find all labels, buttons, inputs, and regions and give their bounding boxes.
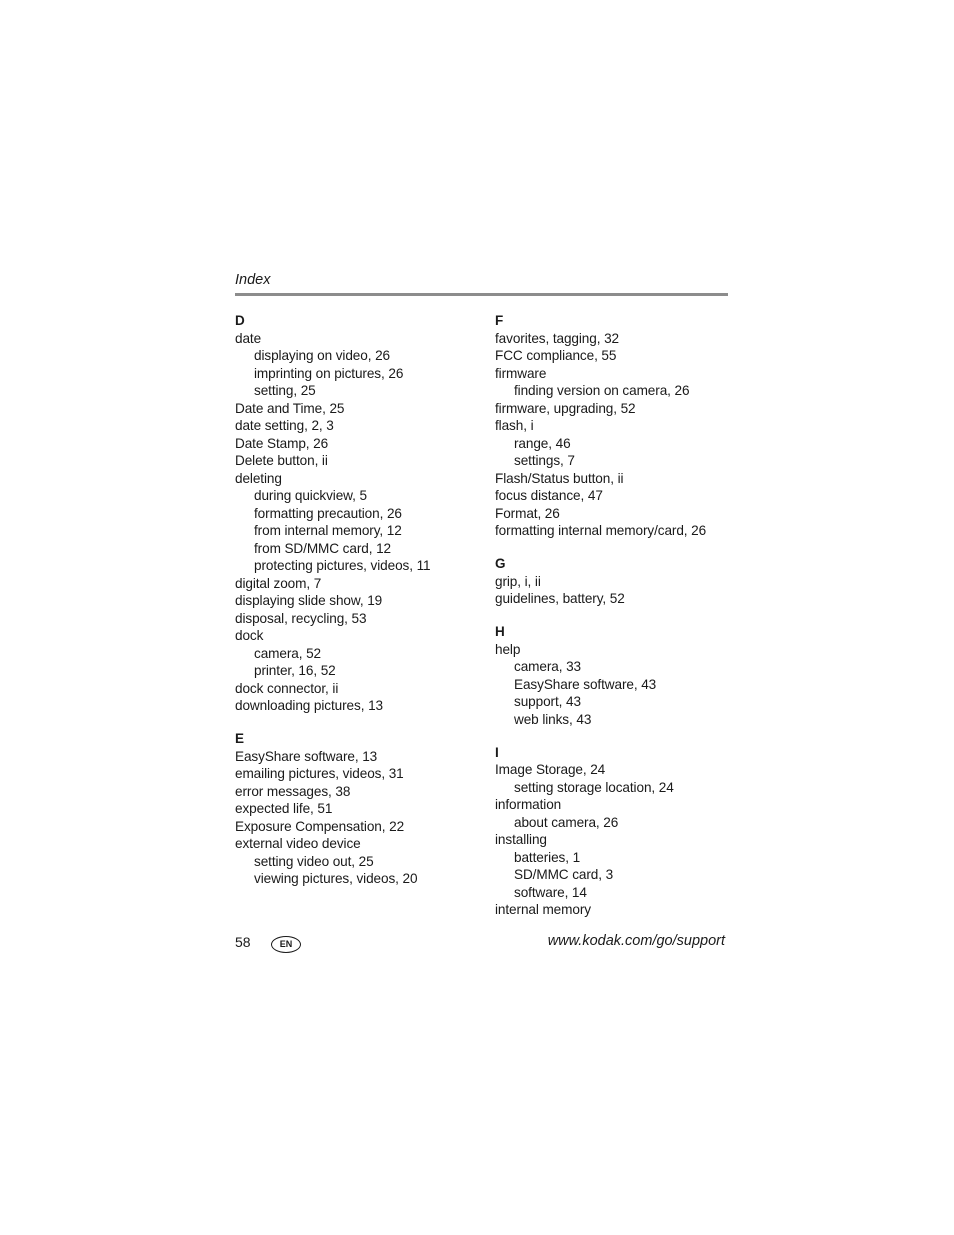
index-entry: external video device [235,836,361,851]
index-entry: downloading pictures, 13 [235,698,383,713]
index-entry: FCC compliance, 55 [495,348,617,363]
index-subentry: finding version on camera, 26 [514,383,690,398]
section-letter: D [235,313,245,328]
index-subentry: web links, 43 [514,711,592,727]
index-entry: emailing pictures, videos, 31 [235,766,404,781]
index-entry: Exposure Compensation, 22 [235,818,405,834]
index-subentry: printer, 16, 52 [254,663,336,678]
index-entry: displaying slide show, 19 [235,593,383,608]
header-divider [235,293,728,296]
section-letter: G [495,556,506,571]
index-entry: disposal, recycling, 53 [235,610,367,626]
index-subentry: imprinting on pictures, 26 [254,365,404,381]
index-subentry: formatting precaution, 26 [254,505,402,521]
index-column-left [235,312,480,888]
section-letter: I [495,744,499,760]
index-subentry: viewing pictures, videos, 20 [254,871,418,886]
section-letter: H [495,624,505,639]
support-url: www.kodak.com/go/support [547,933,725,949]
index-subentry: displaying on video, 26 [254,348,391,363]
page-number: 58 [235,934,251,950]
index-entry: digital zoom, 7 [235,575,322,591]
index-entry: Date and Time, 25 [235,400,345,416]
index-entry: Image Storage, 24 [495,762,606,777]
index-subentry: range, 46 [514,435,571,451]
index-entry: firmware, upgrading, 52 [495,400,636,416]
index-subentry: protecting pictures, videos, 11 [254,558,431,573]
index-entry: favorites, tagging, 32 [495,330,620,346]
section-letter: F [495,313,504,328]
index-entry: dock connector, ii [235,680,339,696]
index-subentry: about camera, 26 [514,814,619,830]
index-subentry: EasyShare software, 43 [514,676,657,692]
index-entry: deleting [235,470,282,486]
language-badge: EN [271,936,301,953]
index-entry: guidelines, battery, 52 [495,591,625,606]
index-entry: formatting internal memory/card, 26 [495,523,707,538]
index-entry: firmware [495,365,547,381]
index-section-g [495,555,735,608]
index-entry: expected life, 51 [235,801,333,816]
index-subentry: SD/MMC card, 3 [514,867,614,882]
index-entry: internal memory [495,902,591,917]
index-subentry: during quickview, 5 [254,488,367,503]
index-section-f [495,312,735,540]
index-entry: dock [235,628,264,643]
index-entry: date setting, 2, 3 [235,418,334,433]
index-entry: grip, i, ii [495,573,541,589]
index-subentry: camera, 52 [254,645,322,661]
index-entry: EasyShare software, 13 [235,748,378,764]
page-title: Index [235,272,271,288]
index-entry: Format, 26 [495,505,560,521]
index-section-e [235,730,480,888]
index-subentry: from SD/MMC card, 12 [254,540,391,556]
section-letter: E [235,731,245,746]
index-entry: Flash/Status button, ii [495,470,624,486]
index-subentry: software, 14 [514,884,587,900]
index-subentry: support, 43 [514,694,581,709]
index-section-d [235,312,480,715]
index-entry: help [495,641,521,657]
index-subentry: settings, 7 [514,453,575,468]
index-entry: focus distance, 47 [495,488,603,503]
index-entry: error messages, 38 [235,783,351,799]
index-entry: information [495,797,562,812]
index-section-i [495,744,735,919]
index-entry: Date Stamp, 26 [235,435,329,451]
index-subentry: from internal memory, 12 [254,523,402,538]
index-entry: date [235,330,262,346]
index-subentry: camera, 33 [514,659,582,674]
index-subentry: setting storage location, 24 [514,779,674,795]
index-entry: Delete button, ii [235,453,328,468]
index-subentry: batteries, 1 [514,849,581,865]
index-section-h [495,623,735,728]
index-subentry: setting, 25 [254,383,316,398]
index-entry: installing [495,832,547,847]
index-subentry: setting video out, 25 [254,853,374,869]
index-column-right [495,312,735,919]
index-entry: flash, i [495,418,534,433]
